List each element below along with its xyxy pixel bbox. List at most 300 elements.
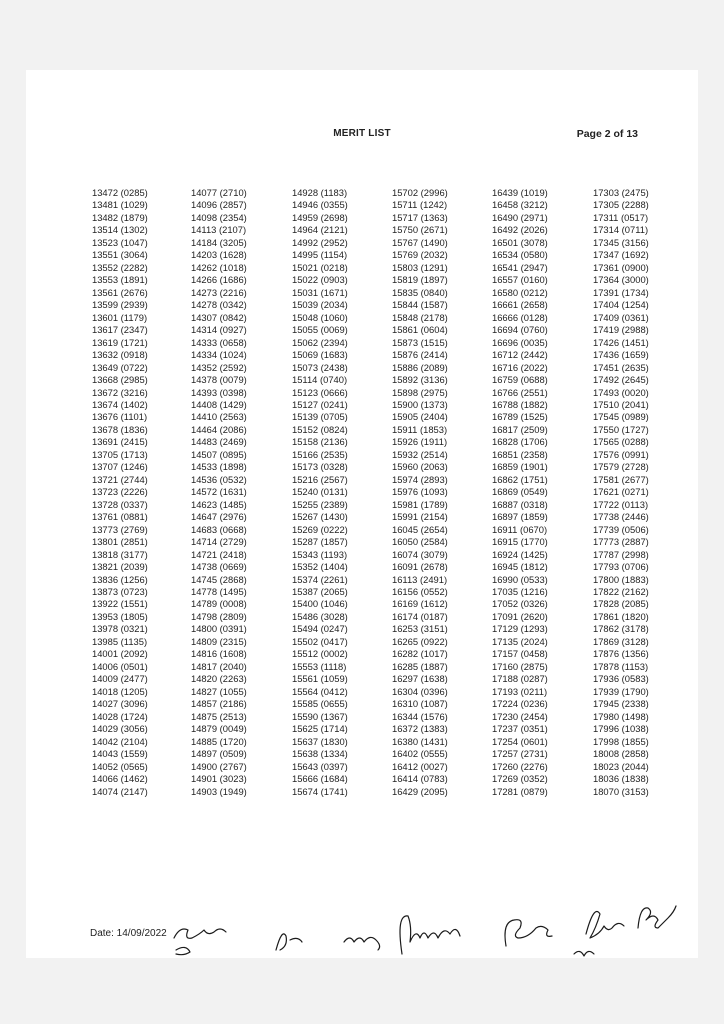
- list-entry: 14027 (3096): [92, 698, 148, 710]
- list-entry: 15873 (1515): [392, 336, 448, 348]
- list-entry: 16859 (1901): [492, 461, 548, 473]
- list-entry: 16297 (1638): [392, 673, 448, 685]
- signature-5: [505, 920, 552, 946]
- list-entry: 15876 (2414): [392, 349, 448, 361]
- list-entry: 16817 (2509): [492, 423, 548, 435]
- list-entry: 17426 (1451): [593, 336, 649, 348]
- list-entry: 14352 (2592): [191, 361, 247, 373]
- merit-column-3: [292, 187, 348, 798]
- list-entry: 17787 (2998): [593, 548, 649, 560]
- list-entry: 14334 (1024): [191, 349, 247, 361]
- list-entry: 15585 (0655): [292, 698, 348, 710]
- list-entry: 15638 (1334): [292, 748, 348, 760]
- document-page: [26, 70, 698, 958]
- list-entry: 14992 (2952): [292, 236, 348, 248]
- list-entry: 16990 (0533): [492, 573, 548, 585]
- list-entry: 17035 (1216): [492, 586, 548, 597]
- list-entry: 16887 (0318): [492, 498, 548, 510]
- list-entry: 13553 (1891): [92, 274, 148, 286]
- list-entry: 15886 (2089): [392, 361, 448, 373]
- list-entry: 17135 (2024): [492, 635, 548, 647]
- list-entry: 16759 (0688): [492, 374, 548, 386]
- list-entry: 15674 (1741): [292, 785, 348, 797]
- list-entry: 14408 (1429): [191, 398, 247, 410]
- list-entry: 13674 (1402): [92, 398, 148, 410]
- list-entry: 16766 (2551): [492, 386, 548, 398]
- list-entry: 15844 (1587): [392, 299, 448, 311]
- list-entry: 14901 (3023): [191, 773, 247, 785]
- list-entry: 17738 (2446): [593, 511, 649, 523]
- list-entry: 14006 (0501): [92, 660, 148, 672]
- list-entry: 13472 (0285): [92, 187, 148, 198]
- list-entry: 17939 (1790): [593, 685, 649, 697]
- list-entry: 17347 (1692): [593, 249, 649, 261]
- list-entry: 17581 (2677): [593, 473, 649, 485]
- list-entry: 17492 (2645): [593, 374, 649, 386]
- list-entry: 15911 (1853): [392, 423, 448, 435]
- list-entry: 15127 (0241): [292, 398, 348, 410]
- list-entry: 15123 (0666): [292, 386, 348, 398]
- signature-1: [174, 929, 226, 938]
- list-entry: 16282 (1017): [392, 648, 448, 660]
- list-entry: 13773 (2769): [92, 523, 148, 535]
- list-entry: 16534 (0580): [492, 249, 548, 261]
- list-entry: 14959 (2698): [292, 211, 348, 223]
- list-entry: 15892 (3136): [392, 374, 448, 386]
- list-entry: 14113 (2107): [191, 224, 247, 236]
- list-entry: 14778 (1495): [191, 586, 247, 597]
- list-entry: 15374 (2261): [292, 573, 348, 585]
- list-entry: 17869 (3128): [593, 635, 649, 647]
- list-entry: 14333 (0658): [191, 336, 247, 348]
- list-entry: 13705 (1713): [92, 448, 148, 460]
- list-entry: 14946 (0355): [292, 199, 348, 211]
- signature-3: [344, 937, 380, 950]
- list-entry: 15637 (1830): [292, 735, 348, 747]
- list-entry: 17861 (1820): [593, 610, 649, 622]
- list-entry: 13676 (1101): [92, 411, 148, 423]
- list-entry: 17876 (1356): [593, 648, 649, 660]
- list-entry: 13632 (0918): [92, 349, 148, 361]
- list-entry: 14028 (1724): [92, 710, 148, 722]
- list-entry: 15069 (1683): [292, 349, 348, 361]
- list-entry: 17773 (2887): [593, 536, 649, 548]
- list-entry: 16501 (3078): [492, 236, 548, 248]
- list-entry: 17091 (2620): [492, 610, 548, 622]
- merit-column-2: [191, 187, 247, 798]
- list-entry: 14203 (1628): [191, 249, 247, 261]
- list-entry: 15625 (1714): [292, 723, 348, 735]
- list-entry: 14314 (0927): [191, 324, 247, 336]
- list-entry: 17281 (0879): [492, 785, 548, 797]
- list-entry: 15926 (1911): [392, 436, 448, 448]
- list-entry: 16169 (1612): [392, 598, 448, 610]
- page-title: MERIT LIST: [333, 128, 391, 139]
- list-entry: 14262 (1018): [191, 261, 247, 273]
- list-entry: 16580 (0212): [492, 286, 548, 298]
- list-entry: 13668 (2985): [92, 374, 148, 386]
- list-entry: 16156 (0552): [392, 586, 448, 597]
- list-entry: 15905 (2404): [392, 411, 448, 423]
- list-entry: 14074 (2147): [92, 785, 148, 797]
- list-entry: 16113 (2491): [392, 573, 448, 585]
- list-entry: 14483 (2469): [191, 436, 247, 448]
- list-entry: 13761 (0881): [92, 511, 148, 523]
- list-entry: 13678 (1836): [92, 423, 148, 435]
- list-entry: 14009 (2477): [92, 673, 148, 685]
- list-entry: 16285 (1887): [392, 660, 448, 672]
- list-entry: 17305 (2288): [593, 199, 649, 211]
- list-entry: 15702 (2996): [392, 187, 448, 198]
- list-entry: 13601 (1179): [92, 311, 148, 323]
- list-entry: 15216 (2567): [292, 473, 348, 485]
- list-entry: 15711 (1242): [392, 199, 448, 211]
- list-entry: 17565 (0288): [593, 436, 649, 448]
- list-entry: 17303 (2475): [593, 187, 649, 198]
- list-entry: 15861 (0604): [392, 324, 448, 336]
- list-entry: 16716 (2022): [492, 361, 548, 373]
- list-entry: 14572 (1631): [191, 486, 247, 498]
- list-entry: 14827 (1055): [191, 685, 247, 697]
- list-entry: 17254 (0601): [492, 735, 548, 747]
- list-entry: 13523 (1047): [92, 236, 148, 248]
- list-entry: 14809 (2315): [191, 635, 247, 647]
- list-entry: 15173 (0328): [292, 461, 348, 473]
- signature-6: [574, 951, 594, 956]
- list-entry: 14798 (2809): [191, 610, 247, 622]
- list-entry: 17160 (2875): [492, 660, 548, 672]
- signature-4: [400, 916, 460, 954]
- list-entry: 15494 (0247): [292, 623, 348, 635]
- list-entry: 13707 (1246): [92, 461, 148, 473]
- list-entry: 15819 (1897): [392, 274, 448, 286]
- list-entry: 15848 (2178): [392, 311, 448, 323]
- list-entry: 17224 (0236): [492, 698, 548, 710]
- merit-column-6: [593, 187, 649, 798]
- list-entry: 17996 (1038): [593, 723, 649, 735]
- list-entry: 17822 (2162): [593, 586, 649, 597]
- list-entry: 17945 (2338): [593, 698, 649, 710]
- list-entry: 14096 (2857): [191, 199, 247, 211]
- list-entry: 16924 (1425): [492, 548, 548, 560]
- list-entry: 16091 (2678): [392, 561, 448, 573]
- list-entry: 16253 (3151): [392, 623, 448, 635]
- list-entry: 13723 (2226): [92, 486, 148, 498]
- list-entry: 17419 (2988): [593, 324, 649, 336]
- list-entry: 14903 (1949): [191, 785, 247, 797]
- list-entry: 16490 (2971): [492, 211, 548, 223]
- list-entry: 14533 (1898): [191, 461, 247, 473]
- list-entry: 17269 (0352): [492, 773, 548, 785]
- merit-column-4: [392, 187, 448, 798]
- list-entry: 14879 (0049): [191, 723, 247, 735]
- list-entry: 13599 (2939): [92, 299, 148, 311]
- list-entry: 15974 (2893): [392, 473, 448, 485]
- list-entry: 14266 (1686): [191, 274, 247, 286]
- list-entry: 14278 (0342): [191, 299, 247, 311]
- list-entry: 15803 (1291): [392, 261, 448, 273]
- list-entry: 14623 (1485): [191, 498, 247, 510]
- list-entry: 17739 (0506): [593, 523, 649, 535]
- list-entry: 15981 (1789): [392, 498, 448, 510]
- list-entry: 15166 (2535): [292, 448, 348, 460]
- list-entry: 17391 (1734): [593, 286, 649, 298]
- list-entry: 14928 (1183): [292, 187, 348, 198]
- list-entry: 17436 (1659): [593, 349, 649, 361]
- list-entry: 16380 (1431): [392, 735, 448, 747]
- merit-column-5: [492, 187, 548, 798]
- list-entry: 15976 (1093): [392, 486, 448, 498]
- list-entry: 16557 (0160): [492, 274, 548, 286]
- list-entry: 17936 (0583): [593, 673, 649, 685]
- list-entry: 17364 (3000): [593, 274, 649, 286]
- list-entry: 17129 (1293): [492, 623, 548, 635]
- list-entry: 16045 (2654): [392, 523, 448, 535]
- list-entry: 15553 (1118): [292, 660, 347, 672]
- list-entry: 15932 (2514): [392, 448, 448, 460]
- list-entry: 17257 (2731): [492, 748, 548, 760]
- list-entry: 15512 (0002): [292, 648, 348, 660]
- list-entry: 15643 (0397): [292, 760, 348, 772]
- list-entry: 14789 (0008): [191, 598, 247, 610]
- page-number: Page 2 of 13: [576, 128, 638, 140]
- merit-column-1: [92, 187, 148, 798]
- list-entry: 13514 (1302): [92, 224, 148, 236]
- list-entry: 16174 (0187): [392, 610, 448, 622]
- list-entry: 15343 (1193): [292, 548, 348, 560]
- list-entry: 17579 (2728): [593, 461, 649, 473]
- list-entry: 14820 (2263): [191, 673, 247, 685]
- list-entry: 15900 (1373): [392, 398, 448, 410]
- signature-8: [638, 906, 676, 928]
- list-entry: 14393 (0398): [191, 386, 247, 398]
- list-entry: 17361 (0900): [593, 261, 649, 273]
- list-entry: 14875 (2513): [191, 710, 247, 722]
- list-entry: 15767 (1490): [392, 236, 448, 248]
- list-entry: 14018 (1205): [92, 685, 148, 697]
- list-entry: 13561 (2676): [92, 286, 148, 298]
- list-entry: 17862 (3178): [593, 623, 649, 635]
- list-entry: 15022 (0903): [292, 274, 348, 286]
- list-entry: 15561 (1059): [292, 673, 348, 685]
- list-entry: 16696 (0035): [492, 336, 548, 348]
- list-entry: 17260 (2276): [492, 760, 548, 772]
- list-entry: 14507 (0895): [191, 448, 247, 460]
- list-entry: 16915 (1770): [492, 536, 548, 548]
- list-entry: 17800 (1883): [593, 573, 649, 585]
- list-entry: 14714 (2729): [191, 536, 247, 548]
- list-entry: 14647 (2976): [191, 511, 247, 523]
- list-entry: 15717 (1363): [392, 211, 448, 223]
- list-entry: 15255 (2389): [292, 498, 348, 510]
- list-entry: 15960 (2063): [392, 461, 448, 473]
- list-entry: 16694 (0760): [492, 324, 548, 336]
- list-entry: 13978 (0321): [92, 623, 148, 635]
- merit-list-columns: [26, 187, 698, 899]
- list-entry: 13953 (1805): [92, 610, 148, 622]
- list-entry: 16304 (0396): [392, 685, 448, 697]
- list-entry: 13552 (2282): [92, 261, 148, 273]
- list-entry: 13551 (3064): [92, 249, 148, 261]
- list-entry: 16372 (1383): [392, 723, 448, 735]
- list-entry: 14857 (2186): [191, 698, 247, 710]
- list-entry: 16074 (3079): [392, 548, 448, 560]
- list-entry: 16897 (1859): [492, 511, 548, 523]
- list-entry: 16344 (1576): [392, 710, 448, 722]
- list-entry: 16828 (1706): [492, 436, 548, 448]
- list-entry: 15267 (1430): [292, 511, 348, 523]
- list-entry: 16050 (2584): [392, 536, 448, 548]
- list-entry: 16414 (0783): [392, 773, 448, 785]
- list-entry: 15835 (0840): [392, 286, 448, 298]
- list-entry: 14098 (2354): [191, 211, 247, 223]
- list-entry: 16412 (0027): [392, 760, 448, 772]
- list-entry: 17980 (1498): [593, 710, 649, 722]
- list-entry: 17188 (0287): [492, 673, 548, 685]
- list-entry: 16911 (0670): [492, 523, 548, 535]
- list-entry: 17409 (0361): [593, 311, 649, 323]
- list-entry: 17237 (0351): [492, 723, 548, 735]
- list-entry: 17550 (1727): [593, 423, 649, 435]
- list-entry: 15152 (0824): [292, 423, 348, 435]
- list-entry: 13818 (3177): [92, 548, 148, 560]
- list-entry: 16265 (0922): [392, 635, 448, 647]
- list-entry: 17345 (3156): [593, 236, 649, 248]
- list-entry: 14738 (0669): [191, 561, 247, 573]
- signature-2: [276, 934, 302, 950]
- list-entry: 14273 (2216): [191, 286, 247, 298]
- list-entry: 14042 (2104): [92, 735, 148, 747]
- list-entry: 17510 (2041): [593, 398, 649, 410]
- list-entry: 17052 (0326): [492, 598, 548, 610]
- list-entry: 16862 (1751): [492, 473, 548, 485]
- list-entry: 15352 (1404): [292, 561, 348, 573]
- list-entry: 14995 (1154): [292, 249, 348, 261]
- list-entry: 17157 (0458): [492, 648, 548, 660]
- list-entry: 15769 (2032): [392, 249, 448, 261]
- list-entry: 16541 (2947): [492, 261, 548, 273]
- list-entry: 17722 (0113): [593, 498, 649, 510]
- list-entry: 16429 (2095): [392, 785, 448, 797]
- list-entry: 14683 (0668): [191, 523, 247, 535]
- list-entry: 15666 (1684): [292, 773, 348, 785]
- list-entry: 15062 (2394): [292, 336, 348, 348]
- list-entry: 16851 (2358): [492, 448, 548, 460]
- list-entry: 17230 (2454): [492, 710, 548, 722]
- list-entry: 15021 (0218): [292, 261, 348, 273]
- list-entry: 14001 (2092): [92, 648, 148, 660]
- list-entry: 13801 (2851): [92, 536, 148, 548]
- list-entry: 16712 (2442): [492, 349, 548, 361]
- list-entry: 14897 (0509): [191, 748, 247, 760]
- list-entry: 13619 (1721): [92, 336, 148, 348]
- list-entry: 16439 (1019): [492, 187, 548, 198]
- list-entry: 17998 (1855): [593, 735, 649, 747]
- list-entry: 17545 (0989): [593, 411, 649, 423]
- list-entry: 15269 (0222): [292, 523, 348, 535]
- list-entry: 16458 (3212): [492, 199, 548, 211]
- list-entry: 15114 (0740): [292, 374, 348, 386]
- list-entry: 13821 (2039): [92, 561, 148, 573]
- list-entry: 17314 (0711): [593, 224, 649, 236]
- list-entry: 15073 (2438): [292, 361, 348, 373]
- list-entry: 16869 (0549): [492, 486, 548, 498]
- list-entry: 17193 (0211): [492, 685, 548, 697]
- list-entry: 16310 (1087): [392, 698, 448, 710]
- list-entry: 16788 (1882): [492, 398, 548, 410]
- list-entry: 15750 (2671): [392, 224, 448, 236]
- list-entry: 15048 (1060): [292, 311, 348, 323]
- list-entry: 16666 (0128): [492, 311, 548, 323]
- list-entry: 15590 (1367): [292, 710, 348, 722]
- list-entry: 16492 (2026): [492, 224, 548, 236]
- issue-date: Date: 14/09/2022: [90, 928, 167, 939]
- list-entry: 13873 (0723): [92, 586, 148, 597]
- list-entry: 17311 (0517): [593, 211, 649, 223]
- list-entry: 14307 (0842): [191, 311, 247, 323]
- list-entry: 15139 (0705): [292, 411, 348, 423]
- list-entry: 15055 (0069): [292, 324, 348, 336]
- list-entry: 16945 (1812): [492, 561, 548, 573]
- list-entry: 17451 (2635): [593, 361, 649, 373]
- list-entry: 16402 (0555): [392, 748, 448, 760]
- list-entry: 15240 (0131): [292, 486, 348, 498]
- list-entry: 13672 (3216): [92, 386, 148, 398]
- list-entry: 16789 (1525): [492, 411, 548, 423]
- list-entry: 17576 (0991): [593, 448, 649, 460]
- signature-7: [586, 912, 624, 939]
- list-entry: 13482 (1879): [92, 211, 148, 223]
- list-entry: 13922 (1551): [92, 598, 148, 610]
- list-entry: 14745 (2868): [191, 573, 247, 585]
- list-entry: 13728 (0337): [92, 498, 148, 510]
- list-entry: 14464 (2086): [191, 423, 247, 435]
- list-entry: 17621 (0271): [593, 486, 649, 498]
- list-entry: 13649 (0722): [92, 361, 148, 373]
- list-entry: 14964 (2121): [292, 224, 348, 236]
- list-entry: 13721 (2744): [92, 473, 148, 485]
- list-entry: 16661 (2658): [492, 299, 548, 311]
- list-entry: 18023 (2044): [593, 760, 649, 772]
- list-entry: 17493 (0020): [593, 386, 649, 398]
- list-entry: 14817 (2040): [191, 660, 247, 672]
- list-entry: 17878 (1153): [593, 660, 649, 672]
- list-entry: 14900 (2767): [191, 760, 247, 772]
- list-entry: 15400 (1046): [292, 598, 348, 610]
- list-entry: 15991 (2154): [392, 511, 448, 523]
- list-entry: 14410 (2563): [191, 411, 247, 423]
- list-entry: 15039 (2034): [292, 299, 348, 311]
- list-entry: 15502 (0417): [292, 635, 348, 647]
- list-entry: 14721 (2418): [191, 548, 247, 560]
- list-entry: 14885 (1720): [191, 735, 247, 747]
- list-entry: 14536 (0532): [191, 473, 247, 485]
- list-entry: 15486 (3028): [292, 610, 348, 622]
- list-entry: 14077 (2710): [191, 187, 247, 198]
- list-entry: 15287 (1857): [292, 536, 348, 548]
- list-entry: 13691 (2415): [92, 436, 148, 448]
- list-entry: 15158 (2136): [292, 436, 348, 448]
- list-entry: 15031 (1671): [292, 286, 348, 298]
- list-entry: 13481 (1029): [92, 199, 148, 211]
- list-entry: 14816 (1608): [191, 648, 247, 660]
- list-entry: 17828 (2085): [593, 598, 649, 610]
- list-entry: 14378 (0079): [191, 374, 247, 386]
- list-entry: 15564 (0412): [292, 685, 348, 697]
- list-entry: 18070 (3153): [593, 785, 649, 797]
- list-entry: 14184 (3205): [191, 236, 247, 248]
- list-entry: 13985 (1135): [92, 635, 148, 647]
